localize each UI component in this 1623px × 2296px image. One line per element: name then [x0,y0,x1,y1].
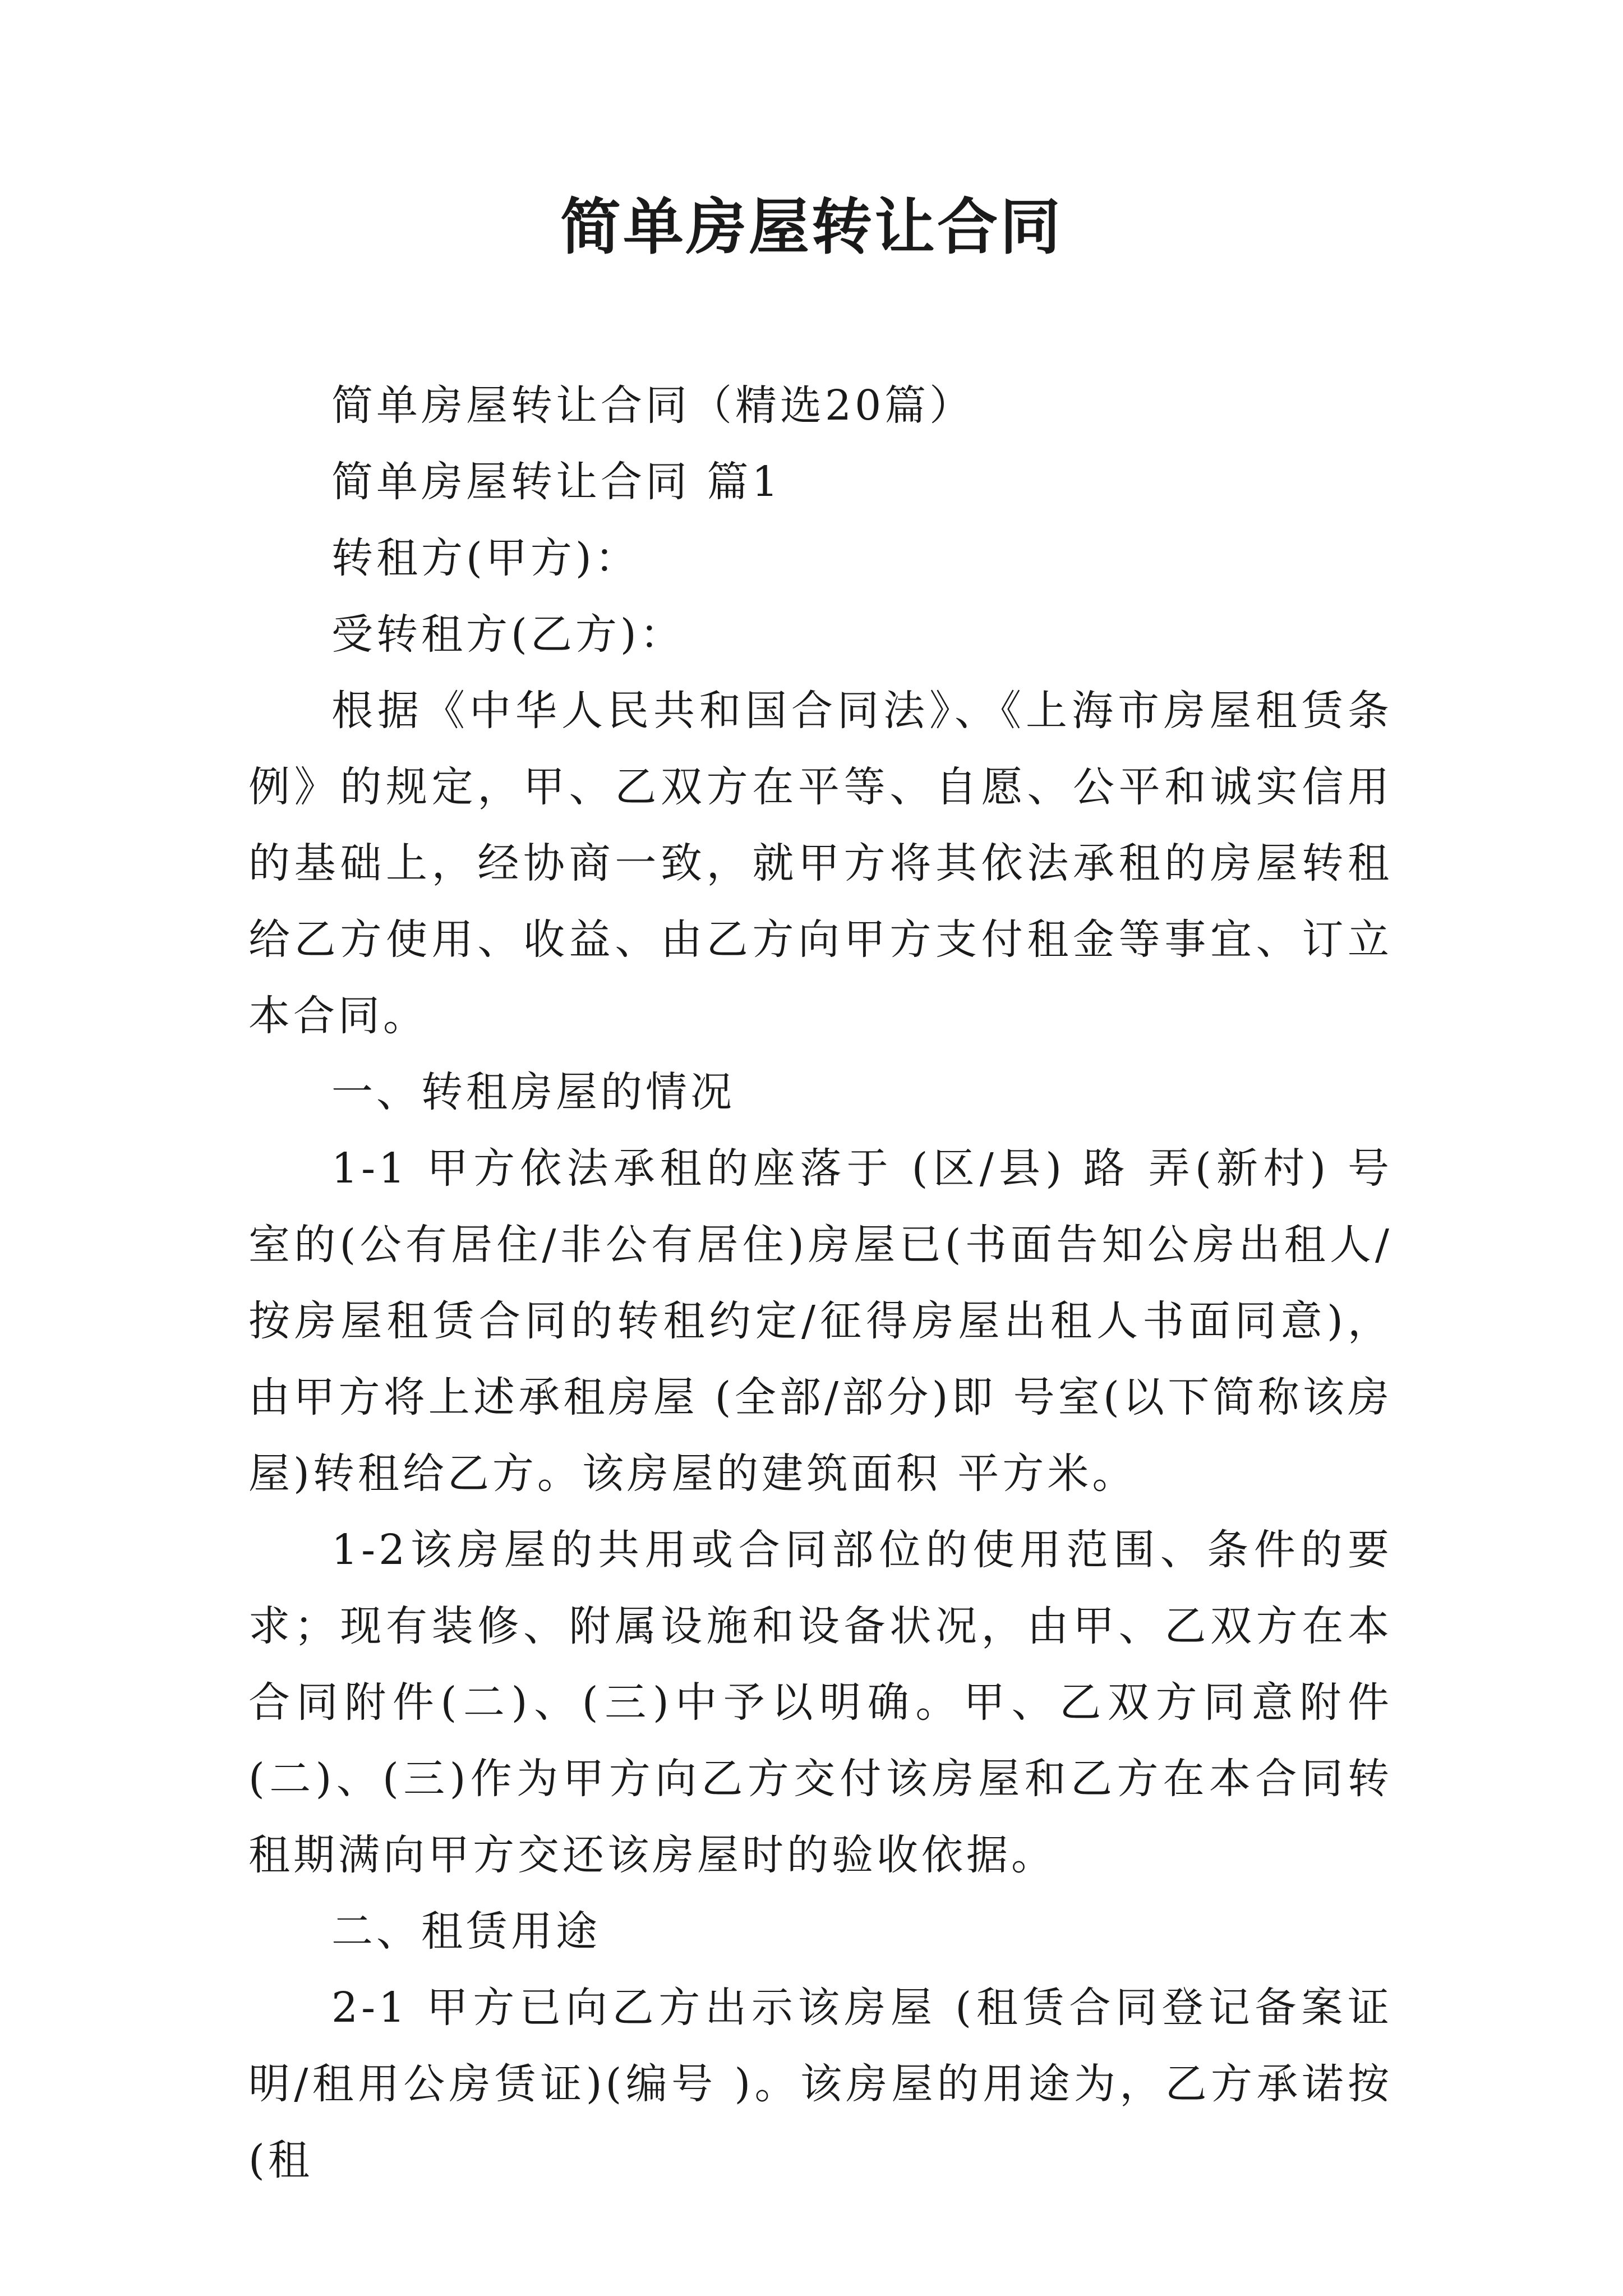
paragraph-heading-1: 一、转租房屋的情况 [331,1068,735,1116]
document-body [248,367,1393,2198]
paragraph-clause-1-2: 1-2该房屋的共用或合同部位的使用范围、条件的要求；现有装修、附属设施和设备状况，由甲、乙双方在本合同附件(二)、(三)中予以明确。甲、乙双方同意附件(二)、(三)作为甲方向乙方交付该房屋和乙方在本合同转租期满向甲方交还该房屋时的验收依据。 [248,1526,1393,1879]
paragraph-clause-1-1: 1-1 甲方依法承租的座落于 (区/县) 路 弄(新村) 号室的(公有居住/非公有居住)房屋已(书面告知公房出租人/按房屋租赁合同的转租约定/征得房屋出租人书面同意)，由甲方将上述承租房屋 (全部/部分)即 号室(以下简称该房屋)转租给乙方。该房屋的建筑面积 平方米。 [248,1144,1393,1498]
paragraph-preamble: 根据《中华人民共和国合同法》、《上海市房屋租赁条例》的规定，甲、乙双方在平等、自愿、公平和诚实信用的基础上，经协商一致，就甲方将其依法承租的房屋转租给乙方使用、收益、由乙方向甲方支付租金等事宜、订立本合同。 [248,687,1393,1040]
paragraph-subtitle: 简单房屋转让合同（精选20篇） [331,381,975,430]
document-title: 简单房屋转让合同 [560,192,1063,263]
paragraph-clause-2-1: 2-1 甲方已向乙方出示该房屋 (租赁合同登记备案证明/租用公房赁证)(编号 )。该房屋的用途为，乙方承诺按(租 [248,1984,1393,2184]
paragraph-section-heading: 简单房屋转让合同 篇1 [331,458,782,506]
paragraph-party-b: 受转租方(乙方)： [331,610,685,659]
paragraph-heading-2: 二、租赁用途 [331,1907,601,1955]
paragraph-party-a: 转租方(甲方)： [331,534,640,582]
